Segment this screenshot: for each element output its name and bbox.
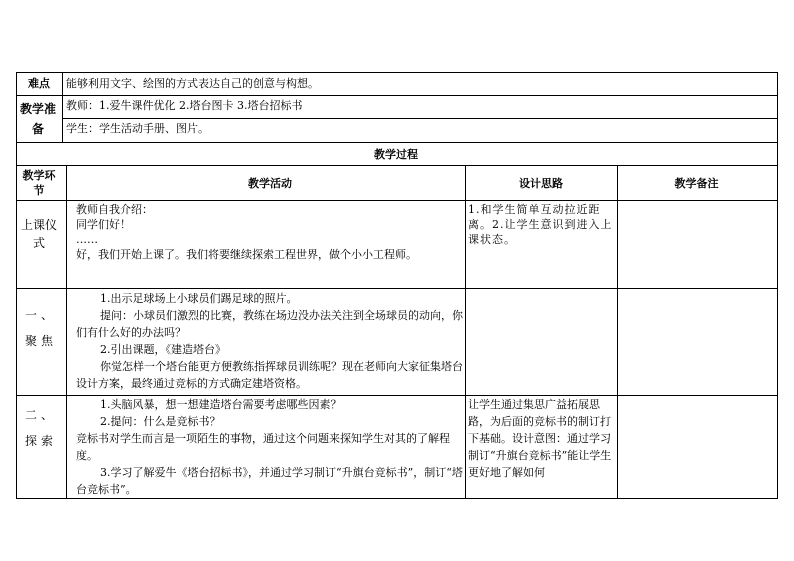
table-border	[16, 72, 17, 499]
table-border	[777, 72, 778, 499]
table-border	[66, 165, 67, 499]
activity-line: ……	[76, 233, 98, 246]
design-opening: 1.和学生简单互动拉近距离。2.让学生意识到进入上课状态。	[468, 203, 613, 246]
difficulty-text: 能够利用文字、绘图的方式表达自己的创意与构想。	[66, 77, 319, 90]
activity-line: 2.引出课题，《建造塔台》	[100, 343, 226, 356]
table-border	[62, 72, 63, 143]
prep-student: 学生：学生活动手册、图片。	[66, 122, 209, 135]
activity-explore	[76, 396, 464, 498]
activity-line: 1.出示足球场上小球员们踢足球的照片。	[100, 292, 298, 305]
activity-line: 教师自我介绍：	[76, 203, 153, 216]
activity-opening	[76, 202, 464, 288]
stage-explore: 二、探索	[24, 408, 57, 448]
table-border	[16, 498, 778, 499]
process-title: 教学过程	[374, 148, 418, 161]
activity-line: 提问：小球员们激烈的比赛，教练在场边没办法关注到全场球员的动向，你们有什么好的办法吗？	[76, 309, 463, 339]
stage-focus: 一、聚焦	[24, 308, 57, 348]
activity-line: 好，我们开始上课了。我们将要继续探索工程世界，做个小小工程师。	[76, 248, 417, 261]
activity-line: 1.头脑风暴，想一想建造塔台需要考虑哪些因素？	[100, 398, 342, 411]
table-border	[16, 142, 778, 143]
design-explore: 让学生通过集思广益拓展思路，为后面的竞标书的制订打下基础。设计意图：通过学习制订“升旗台竞标书”能让学生更好地了解如何	[468, 398, 612, 479]
table-border	[16, 288, 778, 289]
table-border	[465, 165, 466, 499]
stage-opening: 上课仪式	[20, 218, 57, 250]
difficulty-label: 难点	[28, 77, 50, 90]
activity-line: 2.提问：什么是竞标书？	[100, 415, 221, 428]
header-activity: 教学活动	[248, 177, 292, 190]
activity-line: 竞标书对学生而言是一项陌生的事物，通过这个问题来探知学生对其的了解程度。	[76, 432, 450, 462]
table-border	[62, 118, 778, 119]
table-border	[16, 165, 778, 166]
activity-line: 同学们好！	[76, 218, 131, 231]
activity-line: 3.学习了解爱牛《塔台招标书》，并通过学习制订“升旗台竞标书”，制订“塔台竞标书”。	[76, 466, 463, 496]
prep-label: 教学准备	[19, 102, 56, 136]
table-border	[16, 200, 778, 201]
table-border	[16, 395, 778, 396]
activity-line: 你觉怎样一个塔台能更方便教练指挥球员训练呢？现在老师向大家征集塔台设计方案，最终通过竞标的方式确定建塔资格。	[76, 360, 463, 390]
header-notes: 教学备注	[674, 177, 719, 190]
activity-focus	[76, 290, 464, 395]
header-stage: 教学环节	[22, 169, 56, 197]
table-border	[16, 72, 778, 73]
prep-teacher: 教师：1.爱牛课件优化 2.塔台图卡 3.塔台招标书	[66, 99, 303, 112]
header-design: 设计思路	[519, 177, 563, 190]
table-border	[617, 165, 618, 499]
table-border	[16, 95, 778, 96]
